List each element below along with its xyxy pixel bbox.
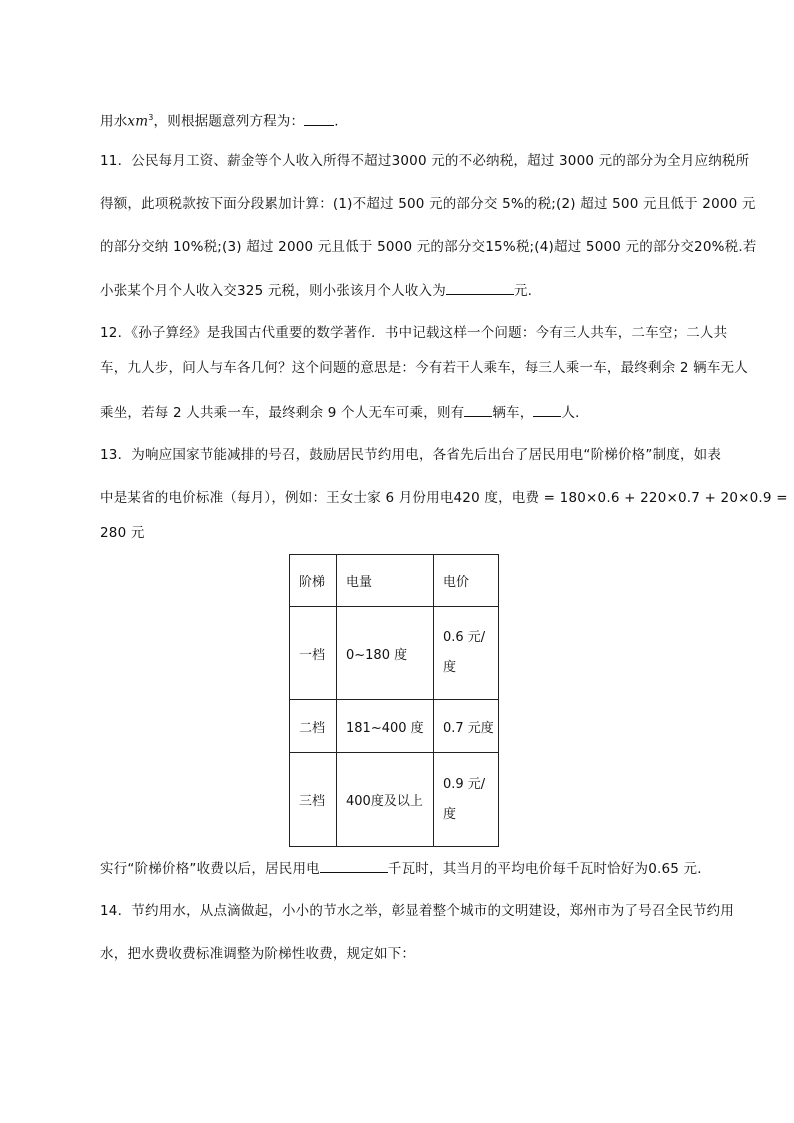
answer-blank bbox=[446, 280, 514, 295]
q12-line-1: 12．《孙子算经》是我国古代重要的数学著作．书中记载这样一个问题：今有三人共车，二车空；二人共 bbox=[100, 325, 728, 341]
answer-blank bbox=[320, 858, 388, 873]
price-line: 0.9 元/ bbox=[443, 776, 486, 792]
amount-cell: 0~180 度 bbox=[337, 607, 434, 700]
text-suffix: ，则根据题意列方程为： bbox=[153, 113, 305, 130]
tier-cell: 三档 bbox=[290, 753, 337, 847]
table-row bbox=[290, 607, 499, 700]
tier-cell: 二档 bbox=[290, 700, 337, 753]
q13-line-3: 280 元 bbox=[100, 525, 145, 541]
q11-line-1: 11．公民每月工资、薪金等个人收入所得不超过3000 元的不必纳税，超过 3000 元的部分为全月应纳税所 bbox=[100, 153, 750, 169]
price-line: 0.6 元/ bbox=[443, 630, 486, 645]
answer-blank-cars bbox=[464, 402, 492, 417]
q13-text-end: 千瓦时，其当月的平均电价每千瓦时恰好为0.65 元． bbox=[387, 861, 711, 877]
q11-line-4 bbox=[100, 280, 532, 301]
amount-cell: 181~400 度 bbox=[337, 700, 434, 753]
text-prefix: 用水 bbox=[100, 113, 128, 130]
math-var: x bbox=[127, 113, 136, 130]
price-unit: 度 bbox=[443, 806, 457, 822]
amount-cell: 400度及以上 bbox=[337, 753, 434, 847]
math-unit: m bbox=[135, 113, 149, 130]
q12-text-end: 人． bbox=[561, 405, 589, 421]
header-tier: 阶梯 bbox=[290, 555, 337, 607]
q12-line-3 bbox=[100, 402, 589, 423]
price-unit: 度 bbox=[443, 660, 457, 675]
q11-text: 小张某个月个人收入交325 元税，则小张该月个人收入为 bbox=[100, 283, 446, 299]
table-row bbox=[290, 700, 499, 753]
q14-line-2: 水，把水费收费标准调整为阶梯性收费，规定如下： bbox=[100, 946, 416, 962]
q11-line-3: 的部分交纳 10%税;(3) 超过 2000 元且低于 5000 元的部分交15%税;(4)超过 5000 元的部分交20%税.若 bbox=[100, 239, 757, 255]
table-row bbox=[290, 753, 499, 847]
q12-line-2: 车，九人步，问人与车各几何？这个问题的意思是：今有若干人乘车，每三人乘一车，最终剩余 2 辆车无人 bbox=[100, 360, 748, 376]
tier-cell: 一档 bbox=[290, 607, 337, 700]
q11-text-end: 元. bbox=[513, 283, 533, 299]
price-cell bbox=[434, 753, 499, 847]
header-price: 电价 bbox=[434, 555, 499, 607]
q12-text: 辆车， bbox=[492, 405, 534, 421]
q14-line-1: 14．节约用水，从点滴做起，小小的节水之举，彰显着整个城市的文明建设，郑州市为了号召全民节约用 bbox=[100, 903, 735, 919]
q13-line-2: 中是某省的电价标准（每月），例如：王女士家 6 月份用电420 度，电费 = 180×0.6 + 220×0.7 + 20×0.9 = bbox=[100, 490, 788, 506]
math-exp: 3 bbox=[148, 113, 154, 122]
q11-line-2: 得额，此项税款按下面分段累加计算：(1)不超过 500 元的部分交 5%的税;(2) 超过 500 元且低于 2000 元 bbox=[100, 196, 756, 212]
q12-text: 乘坐，若每 2 人共乘一车，最终剩余 9 个人无车可乘，则有 bbox=[100, 405, 465, 421]
q10-tail-line bbox=[100, 108, 339, 132]
q13-text: 实行“阶梯价格”收费以后，居民用电 bbox=[100, 861, 320, 877]
electricity-price-table bbox=[289, 554, 499, 847]
table-header-row bbox=[290, 555, 499, 607]
q13-after-line bbox=[100, 858, 711, 879]
price-cell bbox=[434, 607, 499, 700]
answer-blank-people bbox=[533, 402, 561, 417]
answer-blank bbox=[304, 111, 334, 126]
price-cell: 0.7 元度 bbox=[434, 700, 499, 753]
q13-line-1: 13．为响应国家节能减排的号召，鼓励居民节约用电，各省先后出台了居民用电“阶梯价格”制度，如表 bbox=[100, 447, 722, 463]
text-end: . bbox=[334, 113, 339, 130]
header-amount: 电量 bbox=[337, 555, 434, 607]
